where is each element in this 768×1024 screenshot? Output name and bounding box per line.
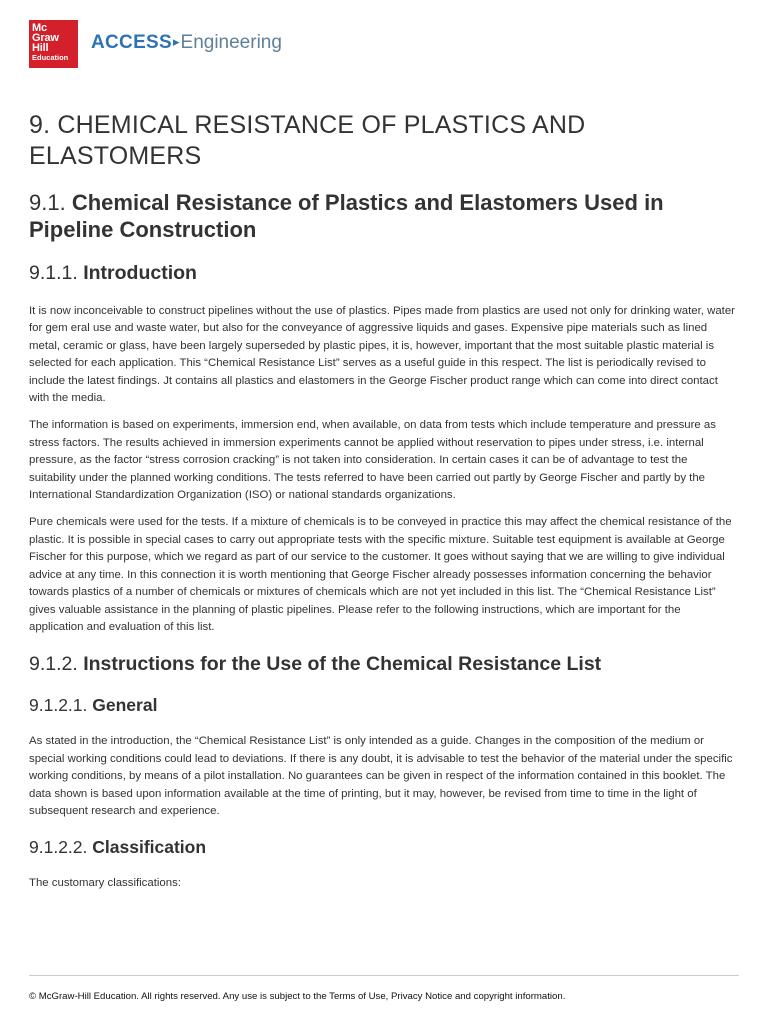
subsection-number: 9.1.2. [29, 653, 78, 676]
logo-line-mc: Mc [32, 22, 47, 34]
subsection-heading-instructions [29, 652, 735, 676]
subsubsection-heading-classification [29, 836, 735, 858]
brand-engineering: Engineering [180, 32, 282, 53]
subsubsection-title: General [92, 695, 158, 716]
chapter-heading [29, 110, 735, 172]
section-title: Chemical Resistance of Plastics and Elastomers Used in Pipeline Construction [29, 190, 664, 242]
section-number: 9.1. [29, 190, 66, 215]
chapter-number: 9. [29, 111, 51, 139]
subsubsection-title: Classification [92, 837, 207, 858]
section-heading [29, 189, 735, 243]
logo-line-graw: Graw [32, 32, 59, 44]
subsubsection-heading-general [29, 694, 735, 716]
intro-paragraph-3: Pure chemicals were used for the tests. If a mixture of chemicals is to be conveyed in practice this may affect the chemical resistance of the plastic. It is possible in special cases to carry out appropriate tests with the specific mixture. Suitable test equipment is available at George Fischer for this purpose, which we regard as part of our service to the customer. It goes without saying that we are willing to give individual advice at any time. In this connection it is worth mentioning that George Fischer already possesses information concerning the behavior towards plastics of a number of chemicals or mixtures of chemicals which are not yet included in this list. The “Chemical Resistance List” gives valuable assistance in the planning of plastic pipelines. Please refer to the following instructions, which are important for the application and evaluation of this list. [29, 516, 732, 633]
classification-paragraph: The customary classifications: [29, 877, 181, 890]
brand-access: ACCESS [91, 32, 172, 53]
logo-line-education: Education [32, 53, 69, 62]
subsection-title: Introduction [83, 262, 197, 284]
chapter-title: CHEMICAL RESISTANCE OF PLASTICS AND ELASTOMERS [29, 111, 586, 170]
mcgraw-hill-logo[interactable] [29, 20, 78, 68]
subsection-heading-introduction [29, 261, 735, 285]
page-header [29, 20, 749, 68]
intro-paragraph-2: The information is based on experiments, immersion end, when available, on data from tests which include temperature and pressure as stress factors. The results achieved in immersion experiments cannot be applied without reservation to pipes under stress, i.e. internal pressure, as the factor “stress corrosion cracking” is not taken into consideration. In certain cases it can be of advantage to test the suitability under the planned working conditions. The tests referred to have been carried out partly by George Fischer and partly by the International Standardization Organization (ISO) or national standards organizations. [29, 419, 716, 502]
chevron-right-icon: ▸ [172, 34, 180, 49]
intro-paragraph-1: It is now inconceivable to construct pipelines without the use of plastics. Pipes made from plastics are used not only for drinking water, water for gem eral use and waste water, but also for the conveyance of aggressive liquids and gases. Expensive pipe materials such as lined metal, ceramic or glass, have been largely superseded by plastic pipes, it is, however, important that the most suitable plastic material is selected for each application. This “Chemical Resistance List” serves as a useful guide in this respect. The list is periodically revised to include the latest findings. Jt contains all plastics and elastomers in the George Fischer product range which can come into direct contact with the media. [29, 305, 735, 405]
footer-divider [29, 975, 739, 976]
subsubsection-number: 9.1.2.1. [29, 695, 88, 716]
document-body [29, 110, 735, 903]
logo-line-hill: Hill [32, 42, 49, 54]
general-paragraph: As stated in the introduction, the “Chemical Resistance List” is only intended as a guide. Changes in the composition of the medium or special working conditions could lead to deviations. If there is any doubt, it is advisable to test the behavior of the material under the specific working conditions, by means of a pilot installation. No guarantees can be given in respect of the information contained in this booklet. The data shown is based upon information available at the time of printing, but it may, however, be revised from time to time in the light of subsequent research and experience. [29, 735, 733, 817]
access-engineering-logo[interactable] [91, 32, 282, 54]
copyright-footer: © McGraw-Hill Education. All rights reserved. Any use is subject to the Terms of Use, Privacy Notice and copyright information. [29, 991, 566, 1002]
subsection-title: Instructions for the Use of the Chemical Resistance List [83, 653, 602, 676]
subsubsection-number: 9.1.2.2. [29, 837, 88, 858]
subsection-number: 9.1.1. [29, 262, 78, 284]
